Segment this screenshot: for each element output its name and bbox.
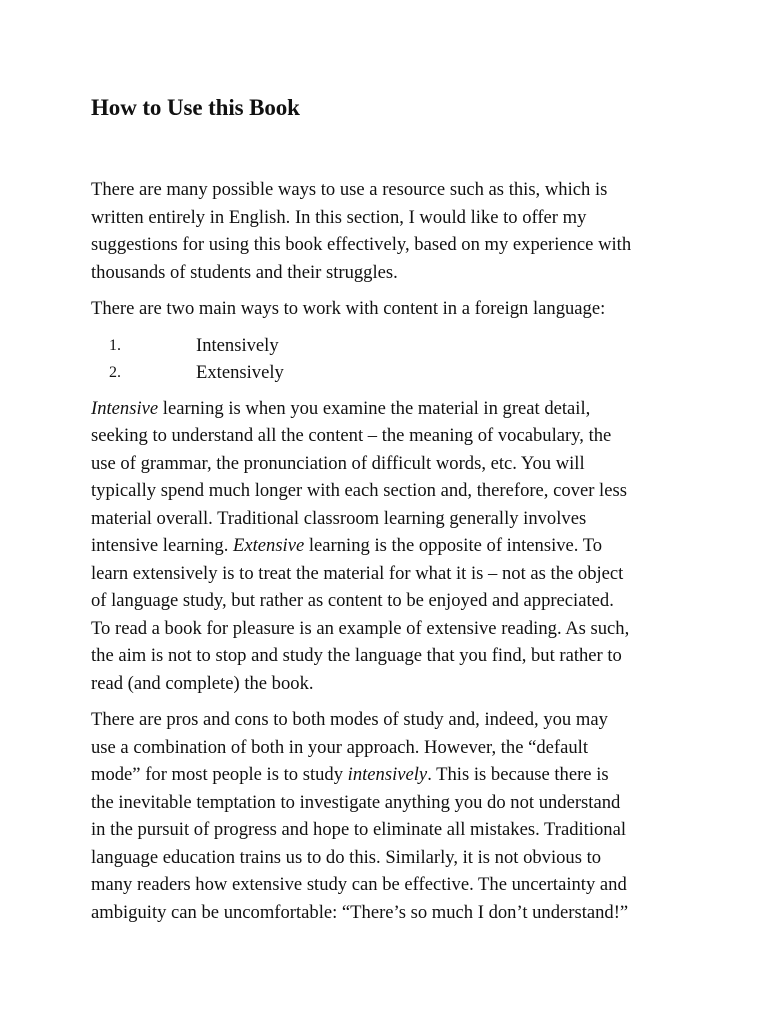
text-line: written entirely in English. In this section, I would like to offer my bbox=[91, 206, 587, 228]
text-line: use a combination of both in your approach. However, the “default bbox=[91, 736, 588, 758]
list-label: Intensively bbox=[196, 334, 279, 356]
text-line: thousands of students and their struggles. bbox=[91, 261, 398, 283]
text-line: use of grammar, the pronunciation of difficult words, etc. You will bbox=[91, 452, 585, 474]
text-line: the aim is not to stop and study the language that you find, but rather to bbox=[91, 645, 622, 666]
emphasis-text: Intensive bbox=[91, 397, 159, 419]
intensive-extensive-paragraph bbox=[91, 395, 691, 698]
page-title: How to Use this Book bbox=[91, 95, 300, 120]
text-line: To read a book for pleasure is an example of extensive reading. As such, bbox=[91, 617, 630, 639]
ways-list bbox=[91, 332, 691, 386]
text-line: material overall. Traditional classroom learning generally involves bbox=[91, 507, 587, 529]
list-number: 2. bbox=[109, 363, 121, 381]
intro-paragraph bbox=[91, 176, 691, 286]
emphasis-text: intensively bbox=[347, 764, 428, 785]
text-line: read (and complete) the book. bbox=[91, 672, 314, 694]
text-line bbox=[91, 532, 691, 560]
list-number: 1. bbox=[109, 336, 121, 354]
text-line: ambiguity can be uncomfortable: “There’s so much I don’t understand!” bbox=[91, 901, 629, 923]
document-page bbox=[91, 92, 691, 926]
text-span: learning is the opposite of intensive. To bbox=[304, 535, 603, 556]
list-item bbox=[91, 332, 691, 359]
text-line: many readers how extensive study can be effective. The uncertainty and bbox=[91, 874, 627, 895]
text-line: suggestions for using this book effectively, based on my experience with bbox=[91, 234, 632, 255]
text-line bbox=[91, 395, 691, 423]
list-label: Extensively bbox=[196, 361, 284, 383]
pros-cons-paragraph bbox=[91, 706, 691, 926]
text-line: There are two main ways to work with content in a foreign language: bbox=[91, 298, 606, 319]
text-line bbox=[91, 761, 691, 789]
text-line: learn extensively is to treat the material for what it is – not as the object bbox=[91, 562, 624, 584]
ways-paragraph bbox=[91, 295, 691, 323]
text-line: the inevitable temptation to investigate anything you do not understand bbox=[91, 791, 621, 813]
text-line: There are many possible ways to use a resource such as this, which is bbox=[91, 179, 608, 200]
text-span: . This is because there is bbox=[427, 764, 609, 785]
text-line: typically spend much longer with each section and, therefore, cover less bbox=[91, 480, 627, 501]
text-span: learning is when you examine the material in great detail, bbox=[158, 397, 591, 419]
text-line: of language study, but rather as content to be enjoyed and appreciated. bbox=[91, 590, 614, 611]
list-item bbox=[91, 359, 691, 386]
text-line: in the pursuit of progress and hope to eliminate all mistakes. Traditional bbox=[91, 819, 627, 840]
text-span: intensive learning. bbox=[91, 535, 233, 556]
emphasis-text: Extensive bbox=[233, 535, 305, 556]
text-span: mode” for most people is to study bbox=[91, 764, 348, 785]
text-line: seeking to understand all the content – the meaning of vocabulary, the bbox=[91, 425, 612, 446]
text-line: language education trains us to do this. Similarly, it is not obvious to bbox=[91, 846, 602, 868]
text-line: There are pros and cons to both modes of study and, indeed, you may bbox=[91, 709, 608, 730]
